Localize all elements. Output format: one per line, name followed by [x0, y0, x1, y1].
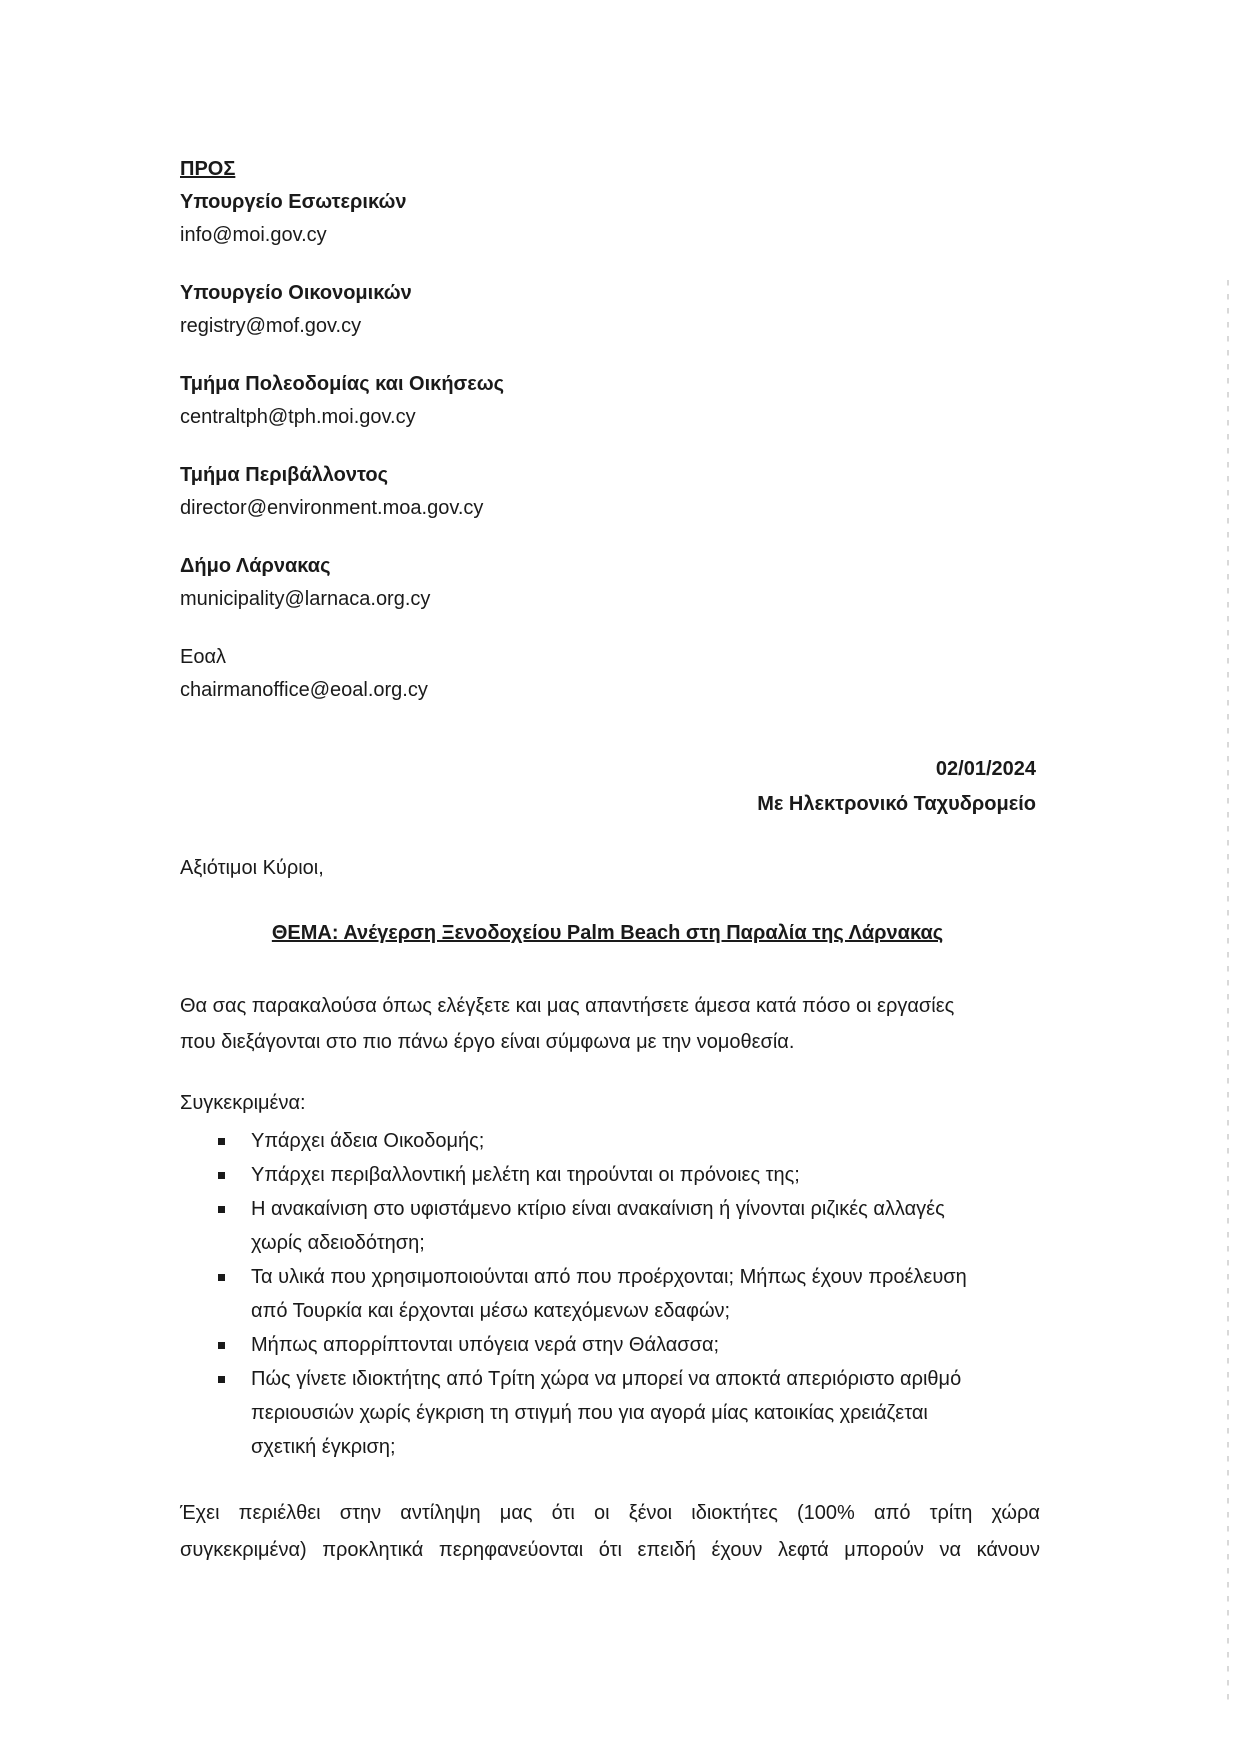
closing-paragraph	[180, 1495, 1040, 1569]
bullet-icon	[218, 1206, 225, 1213]
recipient-block-5	[180, 550, 880, 616]
specifically-label: Συγκεκριμένα:	[180, 1092, 306, 1114]
list-item-line: Υπάρχει περιβαλλοντική μελέτη και τηρούνται οι πρόνοιες της;	[251, 1164, 800, 1186]
delivery-method: Με Ηλεκτρονικό Ταχυδρομείο	[757, 793, 1036, 815]
recipient-block-4	[180, 459, 880, 525]
letter-date: 02/01/2024	[935, 758, 1036, 780]
list-item	[180, 1362, 1040, 1464]
date-block	[757, 752, 1036, 822]
recipient-name: Υπουργείο Οικονομικών	[180, 282, 412, 304]
bullet-icon	[218, 1376, 225, 1383]
list-item	[180, 1124, 1040, 1158]
recipient-name: Εοαλ	[180, 646, 227, 668]
scan-margin-artifact	[1227, 280, 1229, 1700]
salutation: Αξιότιμοι Κύριοι,	[180, 857, 324, 879]
list-item	[180, 1158, 1040, 1192]
recipient-email: centraltph@tph.moi.gov.cy	[180, 406, 416, 428]
recipient-email: director@environment.moa.gov.cy	[180, 497, 484, 519]
list-item-line: χωρίς αδειοδότηση;	[251, 1232, 425, 1254]
list-item	[180, 1192, 1040, 1260]
list-item-line: σχετική έγκριση;	[251, 1436, 396, 1458]
recipient-block-3	[180, 368, 880, 434]
list-item	[180, 1328, 1040, 1362]
recipients-heading: ΠΡΟΣ	[180, 158, 236, 180]
list-item-line: Τα υλικά που χρησιμοποιούνται από που προέρχονται; Μήπως έχουν προέλευση	[251, 1266, 967, 1288]
closing-line: συγκεκριμένα) προκλητικά περηφανεύονται ότι επειδή έχουν λεφτά μπορούν να κάνουν	[180, 1539, 1040, 1561]
recipient-email: municipality@larnaca.org.cy	[180, 588, 431, 610]
recipient-block-6	[180, 641, 880, 707]
list-item	[180, 1260, 1040, 1328]
recipient-name: Υπουργείο Εσωτερικών	[180, 191, 407, 213]
list-item-line: Πώς γίνετε ιδιοκτήτης από Τρίτη χώρα να μπορεί να αποκτά απεριόριστο αριθμό	[251, 1368, 962, 1390]
subject-line: ΘΕΜΑ: Ανέγερση Ξενοδοχείου Palm Beach στη Παραλία της Λάρνακας	[271, 922, 944, 944]
bullet-icon	[218, 1342, 225, 1349]
recipient-email: chairmanoffice@eoal.org.cy	[180, 679, 428, 701]
recipient-block-2	[180, 277, 880, 343]
list-item-line: περιουσιών χωρίς έγκριση τη στιγμή που για αγορά μίας κατοικίας χρειάζεται	[251, 1402, 928, 1424]
bullet-icon	[218, 1274, 225, 1281]
list-item-line: Υπάρχει άδεια Οικοδομής;	[251, 1130, 485, 1152]
intro-paragraph	[180, 988, 1040, 1060]
recipient-block-1	[180, 153, 880, 252]
list-item-line: Μήπως απορρίπτονται υπόγεια νερά στην Θάλασσα;	[251, 1334, 720, 1356]
recipient-name: Δήμο Λάρνακας	[180, 555, 331, 577]
intro-line: Θα σας παρακαλούσα όπως ελέγξετε και μας απαντήσετε άμεσα κατά πόσο οι εργασίες	[180, 995, 955, 1017]
recipient-email: registry@mof.gov.cy	[180, 315, 362, 337]
bullet-icon	[218, 1138, 225, 1145]
list-item-line: από Τουρκία και έρχονται μέσω κατεχόμενων εδαφών;	[251, 1300, 731, 1322]
recipient-name: Τμήμα Περιβάλλοντος	[180, 464, 388, 486]
closing-line: Έχει περιέλθει στην αντίληψη μας ότι οι ξένοι ιδιοκτήτες (100% από τρίτη χώρα	[180, 1502, 1040, 1524]
intro-line: που διεξάγονται στο πιο πάνω έργο είναι σύμφωνα με την νομοθεσία.	[180, 1031, 795, 1053]
recipient-email: info@moi.gov.cy	[180, 224, 327, 246]
bullet-icon	[218, 1172, 225, 1179]
questions-list	[180, 1124, 1040, 1464]
recipients-section	[180, 153, 880, 707]
recipient-name: Τμήμα Πολεοδομίας και Οικήσεως	[180, 373, 505, 395]
list-item-line: Η ανακαίνιση στο υφιστάμενο κτίριο είναι ανακαίνιση ή γίνονται ριζικές αλλαγές	[251, 1198, 945, 1220]
